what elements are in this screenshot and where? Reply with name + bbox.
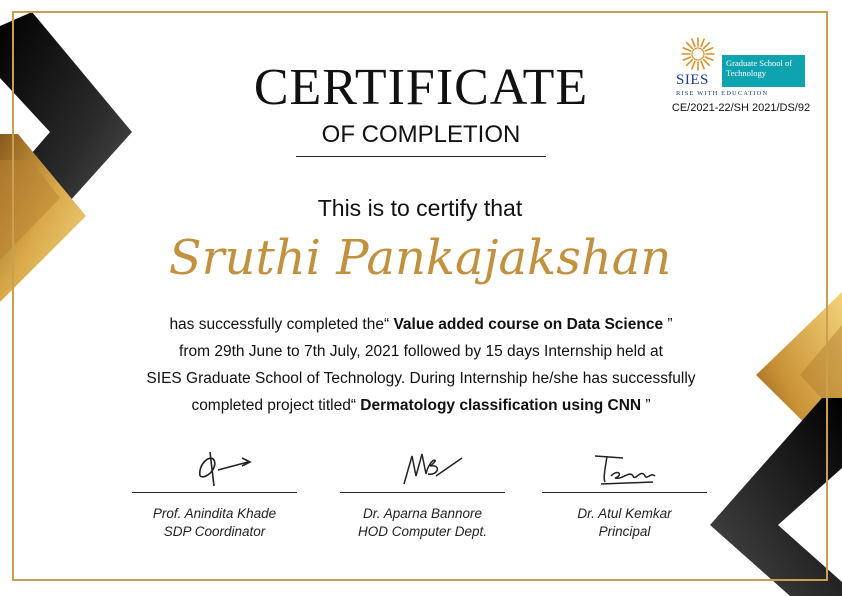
signature-image (170, 446, 260, 488)
certificate-body (110, 311, 732, 419)
signature-image (378, 446, 468, 488)
signatory-name: Prof. Anindita Khade (152, 506, 277, 521)
logo-wordmark: SIES (676, 72, 709, 88)
signatory-role: HOD Computer Dept. (357, 524, 488, 539)
signatory-name: Dr. Atul Kemkar (577, 506, 672, 521)
sunburst-icon (680, 36, 716, 72)
logo-tagline: RISE WITH EDUCATION (676, 90, 769, 97)
body-line-4: completed project titled“ Dermatology classification using CNN ” (191, 397, 651, 414)
reference-number: CE/2021-22/SH 2021/DS/92 (671, 102, 811, 114)
certificate-title: CERTIFICATE (253, 59, 589, 116)
signatory-role: SDP Coordinator (163, 524, 266, 539)
signature-image (575, 446, 675, 488)
subtitle-underline (296, 156, 546, 157)
body-line-1: has successfully completed the“ Value added course on Data Science ” (169, 316, 673, 333)
signature-line (340, 492, 505, 493)
signatory-name: Dr. Aparna Bannore (362, 506, 483, 521)
signature-line (132, 492, 297, 493)
project-title: Dermatology classification using CNN (360, 397, 642, 414)
recipient-name: Sruthi Pankajakshan (168, 230, 672, 286)
logo-school-name: Graduate School of Technology (722, 55, 805, 87)
certify-intro: This is to certify that (317, 195, 523, 221)
body-line-3: SIES Graduate School of Technology. During Internship he/she has successfully (146, 370, 696, 387)
signature-block-coordinator (132, 446, 297, 541)
signature-line (542, 492, 707, 493)
body-line-2: from 29th June to 7th July, 2021 followed by 15 days Internship held at (179, 343, 663, 360)
signature-block-principal (542, 446, 707, 541)
certificate-subtitle: OF COMPLETION (321, 121, 521, 148)
course-name: Value added course on Data Science (393, 316, 664, 333)
signature-block-hod (340, 446, 505, 541)
signatory-role: Principal (598, 524, 651, 539)
